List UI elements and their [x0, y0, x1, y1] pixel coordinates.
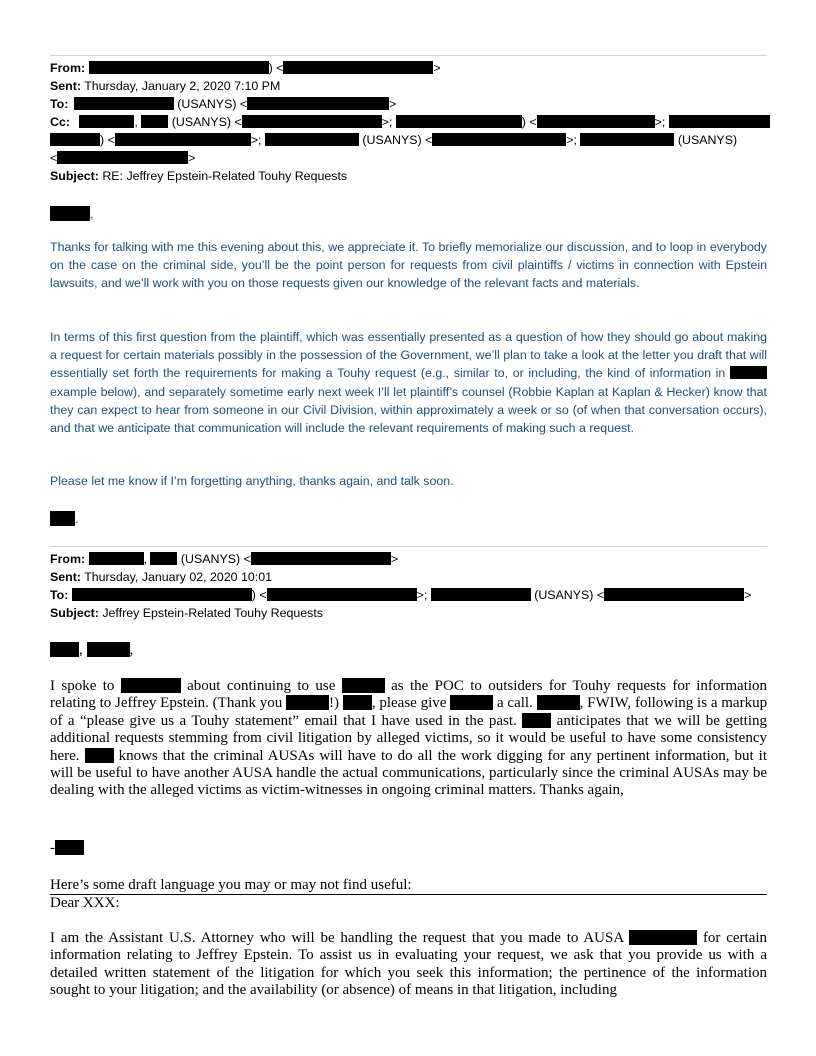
redaction — [87, 642, 130, 657]
redaction — [537, 115, 655, 128]
email2-from-line: From: , (USANYS) < > — [50, 552, 399, 566]
usanys-label: (USANYS) — [534, 588, 594, 602]
subject-value: RE: Jeffrey Epstein-Related Touhy Requests — [102, 169, 348, 183]
sent-value: Thursday, January 02, 2020 10:01 — [84, 570, 273, 584]
draft-paragraph: I am the Assistant U.S. Attorney who will be handling the request that you made to AUSA for certain information relating to Jeffrey Epstein. To assist us in evaluating your request, we ask that you provide us with a detailed written statement of the litigation for which you seek this information; the pertinence of the information sought to your litigation; and the availability (or absence) of means in that litigation, including — [50, 930, 768, 999]
redaction — [629, 930, 697, 945]
draft-salutation: Dear XXX: — [50, 895, 120, 911]
redaction — [72, 588, 252, 601]
redaction — [730, 366, 767, 379]
email2-signoff: - — [50, 839, 767, 857]
email1-cc-line-3: < > — [50, 151, 196, 165]
email1-cc-line-2: ) < >; (USANYS) < >; (USANYS) — [50, 131, 767, 149]
redaction — [283, 61, 433, 74]
usanys-label: (USANYS) — [171, 115, 231, 129]
redaction — [580, 133, 674, 146]
usanys-label: (USANYS) — [180, 552, 241, 566]
redaction — [432, 133, 566, 146]
redaction — [431, 588, 531, 601]
to-label: To: — [50, 588, 69, 602]
redaction — [242, 115, 382, 128]
redaction — [115, 133, 251, 146]
email1-cc-line: Cc: , (USANYS) < >; ) < >; — [50, 113, 767, 131]
redaction — [150, 552, 177, 565]
redaction — [537, 695, 580, 710]
redaction — [50, 642, 79, 657]
redaction — [50, 133, 100, 146]
subject-label: Subject: — [50, 606, 99, 620]
email2-to-line: To: ) < >; (USANYS) < > — [50, 588, 752, 602]
divider — [50, 55, 767, 56]
email1-paragraph-1: Thanks for talking with me this evening about this, we appreciate it. To briefly memorialize our discussion, and to loop in everybody on the case on the criminal side, you’ll be the point person for requests from civil plaintiffs / victims in connection with Epstein lawsuits, and we’ll work with you on those requests given our knowledge of the relevant facts and materials. — [50, 240, 767, 291]
email1-signoff: . — [50, 510, 767, 528]
redaction — [669, 115, 770, 128]
from-label: From: — [50, 61, 86, 75]
subject-value: Jeffrey Epstein-Related Touhy Requests — [102, 606, 323, 620]
redaction — [79, 115, 134, 128]
redaction — [450, 695, 493, 710]
sent-value: Thursday, January 2, 2020 7:10 PM — [84, 79, 281, 93]
email2-sent-line — [50, 568, 767, 586]
redaction — [74, 97, 174, 110]
redaction — [247, 97, 389, 110]
redaction — [286, 695, 329, 710]
redaction — [57, 151, 188, 164]
email2-greeting: , , — [50, 641, 767, 659]
email1-sent-line — [50, 77, 767, 95]
redaction — [50, 511, 75, 526]
sent-label: Sent: — [50, 79, 81, 93]
redaction — [265, 133, 359, 146]
redaction — [141, 115, 168, 128]
redaction — [55, 840, 84, 855]
redaction — [251, 552, 391, 565]
redaction — [89, 61, 269, 74]
email1-paragraph-3: Please let me know if I’m forgetting anything, thanks again, and talk soon. — [50, 474, 454, 488]
email1-to-line: To: (USANYS) < > — [50, 97, 397, 111]
email1-greeting: , — [50, 205, 767, 223]
email1-from-line: From: ) < > — [50, 61, 441, 75]
email2-body: I spoke to about continuing to use as the POC to outsiders for Touhy requests for information relating to Jeffrey Epstein. (Thank you !) , please give a call. , FWIW, following is a markup of a “please give us a Touhy statement” email that I have used in the past. anticipates that we will be getting additional requests stemming from civil litigation by alleged victims, so it would be useful to have some consistency here. knows that the criminal AUSAs will have to do all the work digging for any pertinent information, but it will be useful to have another AUSA handle the actual communications, particularly since the criminal AUSAs may be dealing with the alleged victims as victim-witnesses in ongoing criminal matters. Thanks again, — [50, 678, 768, 799]
to-label: To: — [50, 97, 69, 111]
sent-label: Sent: — [50, 570, 81, 584]
email1-paragraph-2: In terms of this first question from the plaintiff, which was essentially presented as a question of how they should go about making a request for certain materials possibly in the possession of the Government, we’ll plan to take a look at the letter you draft that will essentially set forth the requirements for making a Touhy request (e.g., similar to, or including, the kind of information in example below), and separately sometime early next week I’ll let plaintiff’s counsel (Robbie Kaplan at Kaplan & Hecker) know that they can expect to hear from someone in our Civil Division, within approximately a week or so (of when that conversation occurs), and that we anticipate that communication will include the relevant requirements of making such a request. — [50, 330, 767, 436]
redaction — [522, 713, 551, 728]
redaction — [89, 552, 144, 565]
redaction — [396, 115, 522, 128]
redaction — [267, 588, 417, 601]
usanys-label: (USANYS) — [362, 133, 422, 147]
usanys-label: (USANYS) — [177, 97, 237, 111]
redaction — [342, 678, 385, 693]
email2-subject-line — [50, 604, 767, 622]
email1-subject-line — [50, 167, 767, 185]
draft-intro: Here’s some draft language you may or may not find useful: — [50, 876, 767, 895]
redaction — [85, 748, 114, 763]
divider — [50, 546, 767, 547]
subject-label: Subject: — [50, 169, 99, 183]
redaction — [343, 695, 372, 710]
redaction — [121, 678, 181, 693]
cc-label: Cc: — [50, 115, 70, 129]
usanys-label: (USANYS) — [677, 133, 738, 147]
from-label: From: — [50, 552, 86, 566]
redaction — [604, 588, 744, 601]
redaction — [50, 206, 90, 221]
